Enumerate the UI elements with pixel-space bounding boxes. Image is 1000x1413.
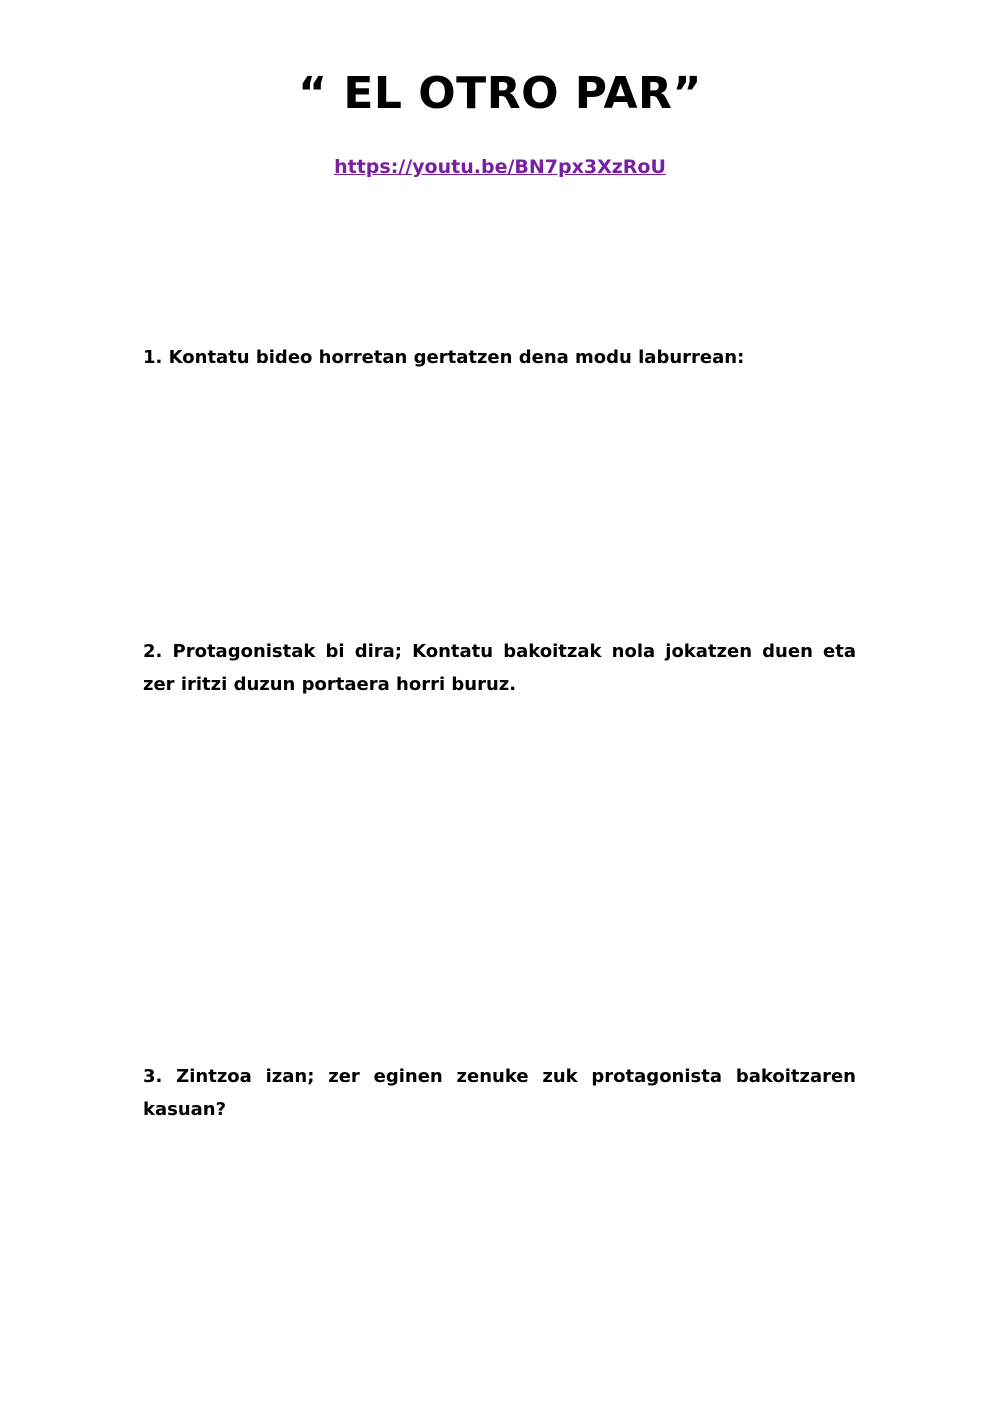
question-1: 1. Kontatu bideo horretan gertatzen dena modu laburrean: <box>143 347 745 368</box>
video-link-container <box>0 154 1000 180</box>
document-title: “ EL OTRO PAR” <box>298 68 702 119</box>
question-3: 3. Zintzoa izan; zer eginen zenuke zuk protagonista bakoitzaren kasuan? <box>143 1066 856 1120</box>
video-link[interactable]: https://youtu.be/BN7px3XzRoU <box>334 156 666 178</box>
question-2: 2. Protagonistak bi dira; Kontatu bakoitzak nola jokatzen duen eta zer iritzi duzun portaera horri buruz. <box>143 641 856 695</box>
